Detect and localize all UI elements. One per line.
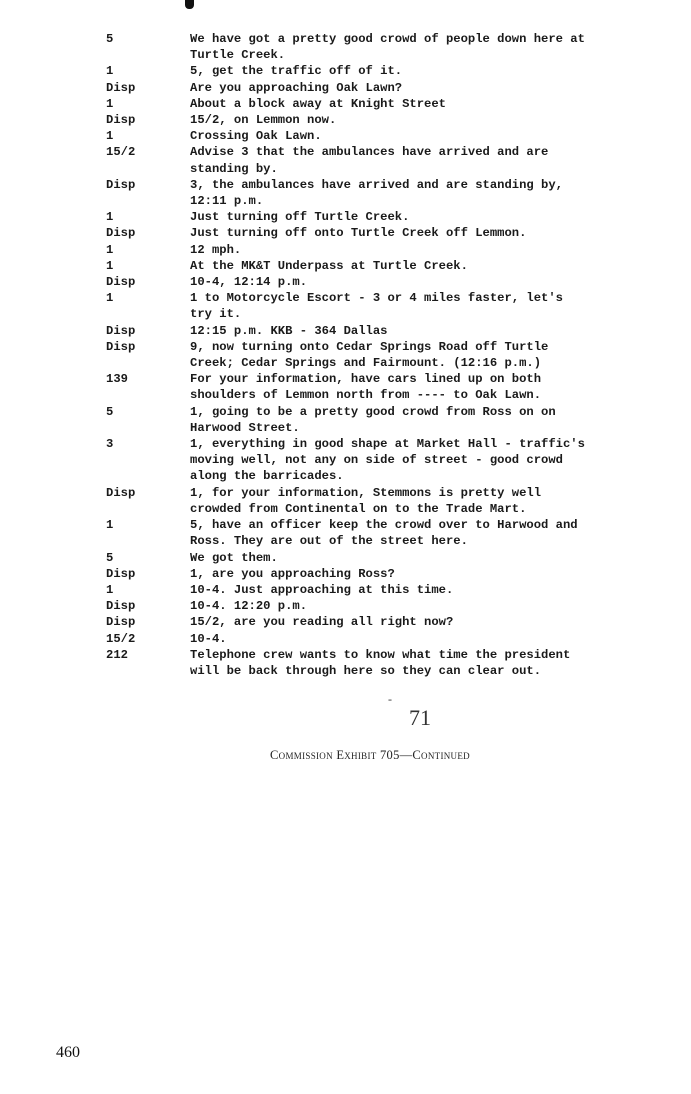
transcript-row — [106, 436, 666, 485]
speaker-label: 1 — [106, 258, 114, 273]
message-text: 9, now turning onto Cedar Springs Road off Turtle Creek; Cedar Springs and Fairmount. (12:16 p.m.) — [190, 339, 549, 371]
message-text: 1, going to be a pretty good crowd from Ross on on Harwood Street. — [190, 404, 556, 435]
speaker-label: Disp — [106, 339, 136, 354]
speaker-label: 1 — [106, 518, 114, 533]
message-text: 3, the ambulances have arrived and are standing by, 12:11 p.m. — [190, 177, 563, 209]
transcript-row — [106, 598, 666, 614]
message-text: 1, are you approaching Ross? — [190, 566, 395, 581]
transcript-row — [106, 614, 666, 630]
message-text: 5, get the traffic off of it. — [190, 64, 403, 79]
message-text: About a block away at Knight Street — [190, 96, 446, 111]
transcript-row — [106, 566, 666, 582]
message-text: 10-4. 12:20 p.m. — [190, 599, 308, 614]
speaker-label: Disp — [106, 323, 136, 338]
speaker-label: 5 — [106, 32, 114, 46]
page-marker: 71 — [409, 705, 431, 730]
binding-mark — [185, 0, 194, 9]
page-mark-dash: - — [388, 692, 392, 706]
transcript-row — [106, 339, 666, 371]
transcript-row — [106, 112, 666, 128]
speaker-label: 1 — [106, 291, 114, 306]
message-text: We have got a pretty good crowd of people down here at Turtle Creek. — [190, 32, 585, 63]
message-text: At the MK&T Underpass at Turtle Creek. — [190, 258, 468, 273]
transcript-row — [106, 582, 666, 598]
transcript-row — [106, 258, 666, 274]
speaker-label: 1 — [106, 129, 114, 144]
transcript-row — [106, 371, 666, 403]
transcript-row — [106, 128, 666, 144]
speaker-label: 1 — [106, 242, 114, 257]
speaker-label: Disp — [106, 615, 136, 630]
message-text: 1, everything in good shape at Market Hall - traffic's moving well, not any on side of street - good crowd along the barricades. — [190, 437, 585, 484]
transcript-row — [106, 225, 666, 241]
message-text: Just turning off Turtle Creek. — [190, 210, 410, 225]
speaker-label: 15/2 — [106, 145, 136, 160]
page-number: 460 — [56, 1044, 80, 1061]
radio-log-transcript — [106, 31, 666, 679]
speaker-label: 5 — [106, 404, 114, 419]
message-text: 10-4. — [190, 631, 227, 646]
transcript-row — [106, 550, 666, 566]
speaker-label: 1 — [106, 96, 114, 111]
speaker-label: 139 — [106, 372, 128, 387]
transcript-row — [106, 404, 666, 436]
speaker-label: 1 — [106, 210, 114, 225]
message-text: 1, for your information, Stemmons is pretty well crowded from Continental on to the Trade Mart. — [190, 485, 542, 516]
transcript-row — [106, 177, 666, 209]
message-text: Are you approaching Oak Lawn? — [190, 80, 403, 95]
transcript-row — [106, 485, 666, 517]
message-text: 5, have an officer keep the crowd over to Harwood and Ross. They are out of the street here. — [190, 518, 578, 549]
speaker-label: 1 — [106, 582, 114, 597]
message-text: We got them. — [190, 550, 278, 565]
speaker-label: Disp — [106, 80, 136, 95]
transcript-row — [106, 63, 666, 79]
message-text: 10-4. Just approaching at this time. — [190, 582, 454, 597]
speaker-label: Disp — [106, 275, 136, 290]
speaker-label: 5 — [106, 550, 114, 565]
message-text: Telephone crew wants to know what time the president will be back through here so they can clear out. — [190, 647, 571, 678]
transcript-row — [106, 31, 666, 63]
speaker-label: 3 — [106, 437, 114, 452]
exhibit-caption: Commission Exhibit 705—Continued — [270, 748, 470, 762]
speaker-label: Disp — [106, 485, 136, 500]
transcript-row — [106, 209, 666, 225]
message-text: Crossing Oak Lawn. — [190, 129, 322, 144]
speaker-label: Disp — [106, 177, 136, 192]
message-text: Advise 3 that the ambulances have arrived and are standing by. — [190, 145, 549, 176]
transcript-row — [106, 323, 666, 339]
transcript-row — [106, 290, 666, 322]
speaker-label: Disp — [106, 599, 136, 614]
message-text: 10-4, 12:14 p.m. — [190, 275, 308, 290]
transcript-row — [106, 647, 666, 679]
message-text: For your information, have cars lined up on both shoulders of Lemmon north from ---- to Oak Lawn. — [190, 372, 542, 403]
transcript-row — [106, 144, 666, 176]
speaker-label: Disp — [106, 566, 136, 581]
message-text: Just turning off onto Turtle Creek off Lemmon. — [190, 226, 527, 241]
transcript-row — [106, 517, 666, 549]
transcript-row — [106, 631, 666, 647]
message-text: 15/2, are you reading all right now? — [190, 615, 454, 630]
speaker-label: 212 — [106, 647, 128, 662]
speaker-label: 1 — [106, 64, 114, 79]
speaker-label: 15/2 — [106, 631, 136, 646]
transcript-row — [106, 274, 666, 290]
message-text: 12:15 p.m. KKB - 364 Dallas — [190, 323, 388, 338]
transcript-row — [106, 242, 666, 258]
message-text: 1 to Motorcycle Escort - 3 or 4 miles faster, let's try it. — [190, 291, 563, 322]
message-text: 15/2, on Lemmon now. — [190, 113, 337, 128]
speaker-label: Disp — [106, 113, 136, 128]
transcript-row — [106, 80, 666, 96]
transcript-row — [106, 96, 666, 112]
message-text: 12 mph. — [190, 242, 242, 257]
speaker-label: Disp — [106, 226, 136, 241]
